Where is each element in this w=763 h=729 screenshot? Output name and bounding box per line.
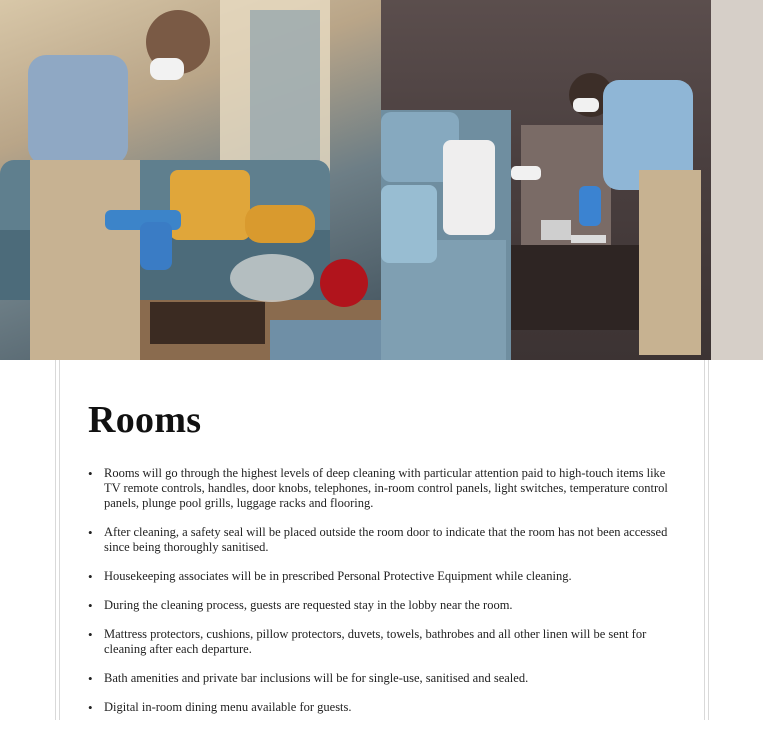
- right-border-rule: [708, 360, 709, 720]
- list-item: • Digital in-room dining menu available for guests.: [86, 700, 676, 715]
- left-border-rule: [55, 360, 56, 720]
- housekeeper-cleaning-sofa-photo: [0, 0, 381, 360]
- list-item: • Mattress protectors, cushions, pillow protectors, duvets, towels, bathrobes and all other linen will be sent for cleaning after each departure.: [86, 627, 676, 657]
- left-border-rule-inner: [59, 360, 60, 720]
- bedroom-scene-illustration: [381, 0, 763, 360]
- section-title: Rooms: [88, 399, 202, 441]
- guidelines-list: [86, 466, 676, 729]
- sofa-scene-illustration: [0, 0, 381, 360]
- list-item: • After cleaning, a safety seal will be placed outside the room door to indicate that the room has not been accessed since being thoroughly sanitised.: [86, 525, 676, 555]
- photo-strip: [0, 0, 763, 360]
- right-border-rule-inner: [704, 360, 705, 720]
- list-item: • During the cleaning process, guests are requested stay in the lobby near the room.: [86, 598, 676, 613]
- list-item: • Rooms will go through the highest levels of deep cleaning with particular attention paid to high-touch items like TV remote controls, handles, door knobs, telephones, in-room control panels, light switches, temperature control panels, plunge pool grills, luggage racks and flooring.: [86, 466, 676, 511]
- list-item: • Bath amenities and private bar inclusions will be for single-use, sanitised and sealed.: [86, 671, 676, 686]
- list-item: • Housekeeping associates will be in prescribed Personal Protective Equipment while cleaning.: [86, 569, 676, 584]
- housekeeper-cleaning-bedside-photo: [381, 0, 763, 360]
